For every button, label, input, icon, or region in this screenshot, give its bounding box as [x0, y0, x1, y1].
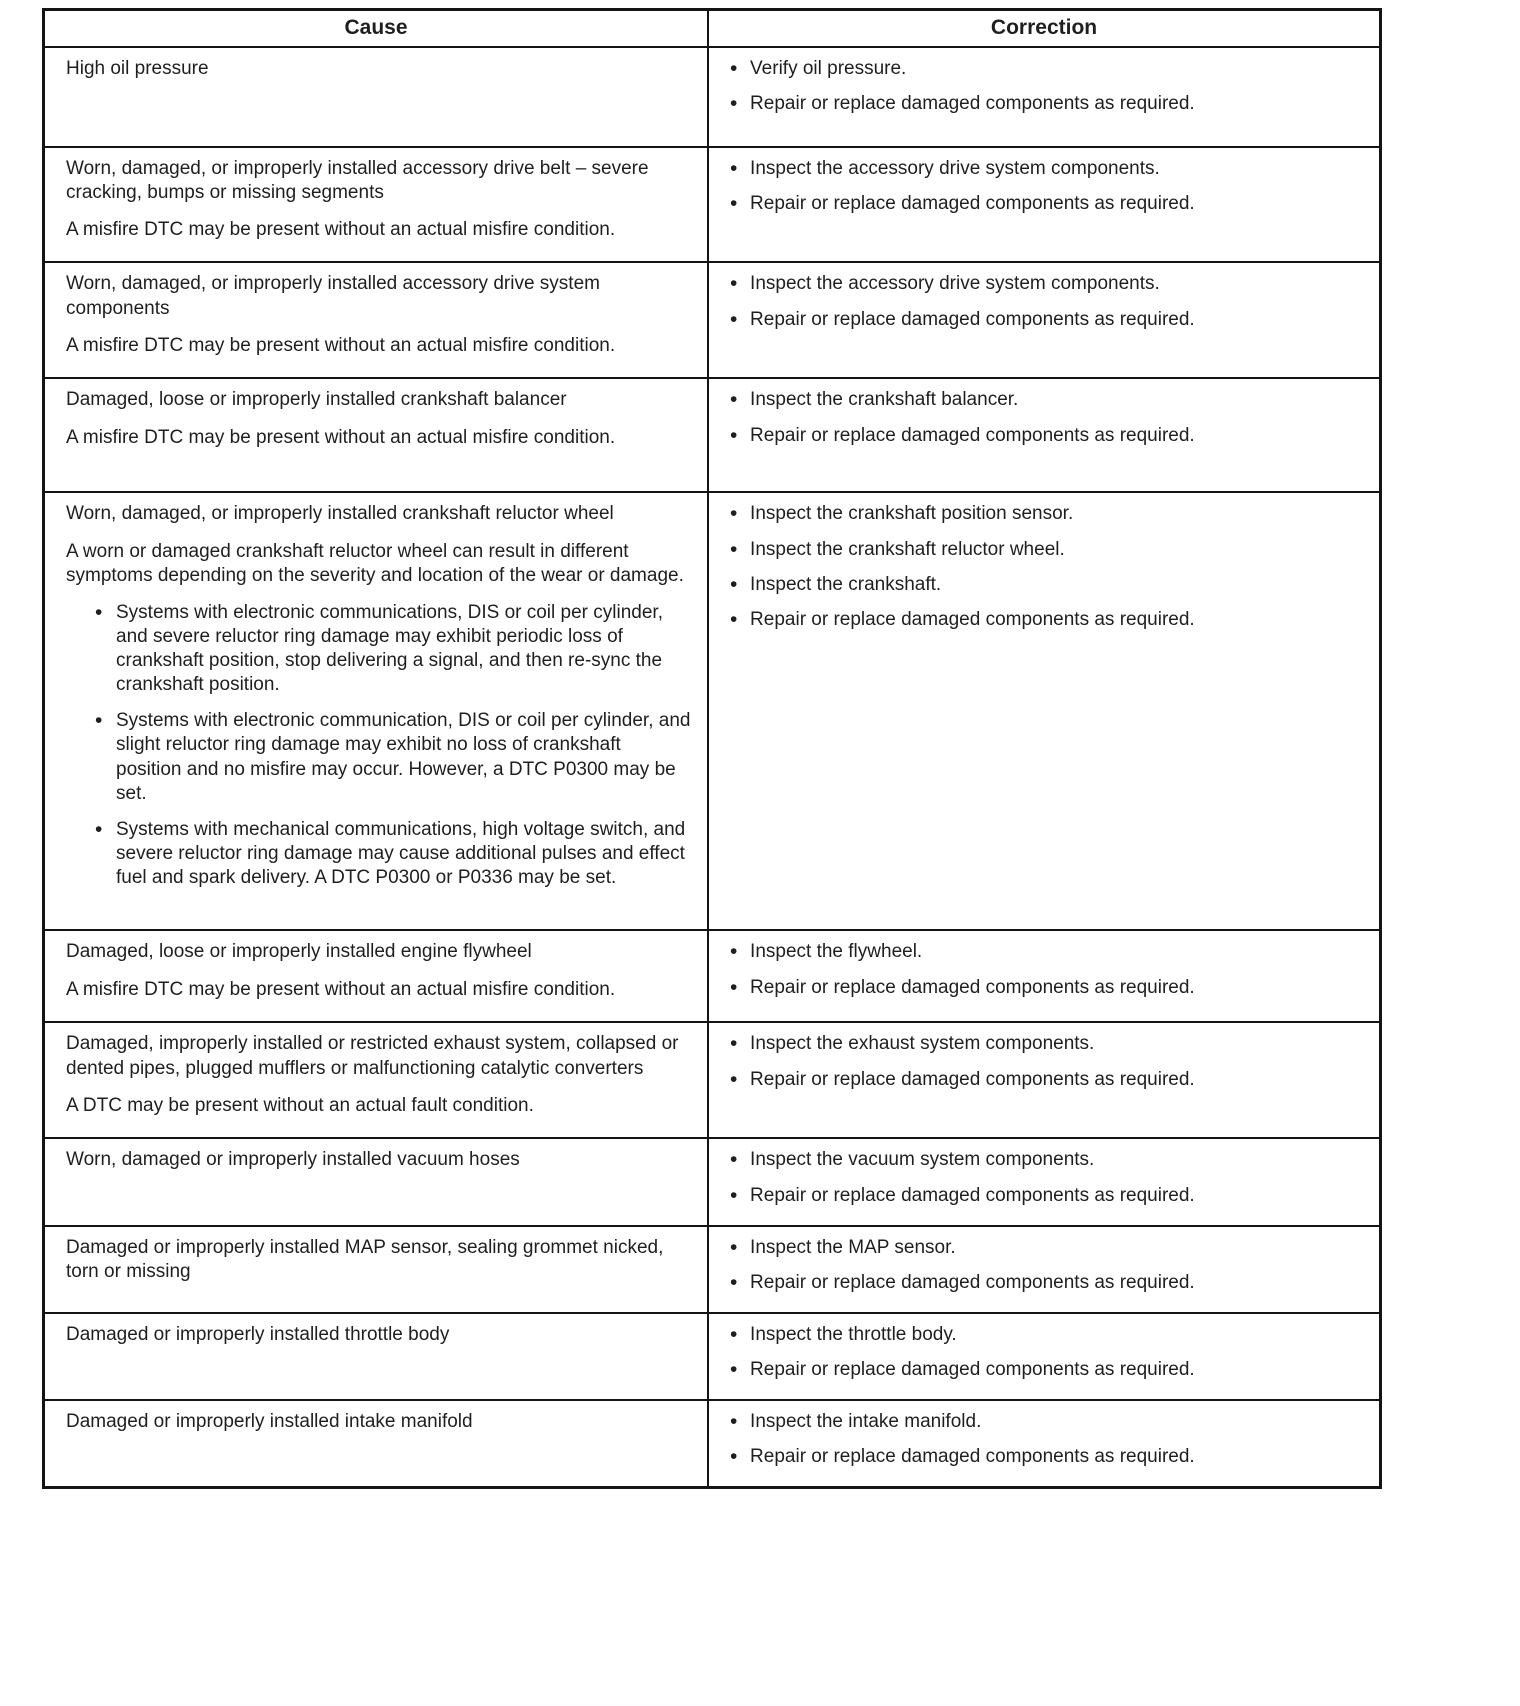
correction-cell [708, 492, 1380, 930]
correction-cell [708, 1022, 1380, 1138]
table-body [44, 47, 1381, 1488]
correction-bullet-item: • Repair or replace damaged components as required. [723, 92, 1367, 116]
cause-cell [44, 1022, 709, 1138]
correction-bullet-list [723, 1323, 1367, 1382]
correction-bullet-item: • Inspect the crankshaft balancer. [723, 388, 1367, 412]
correction-bullet-item: • Inspect the throttle body. [723, 1323, 1367, 1347]
cause-text: Damaged, loose or improperly installed engine flywheel [66, 941, 532, 963]
correction-bullet-item: • Inspect the flywheel. [723, 940, 1367, 964]
correction-cell [708, 147, 1380, 262]
table-row [44, 47, 1381, 147]
correction-bullet-item: • Verify oil pressure. [723, 57, 1367, 81]
header-row [44, 10, 1381, 48]
correction-cell [708, 1226, 1380, 1313]
cause-cell [44, 1400, 709, 1488]
cause-text: Worn, damaged, or improperly installed accessory drive belt – severe cracking, bumps or missing segments [66, 158, 649, 204]
table-row [44, 1313, 1381, 1400]
cause-text: Worn, damaged or improperly installed vacuum hoses [66, 1149, 520, 1171]
correction-bullet-item: • Inspect the crankshaft reluctor wheel. [723, 538, 1367, 562]
correction-bullet-item: • Inspect the crankshaft. [723, 573, 1367, 597]
table-row [44, 492, 1381, 930]
cause-text: Worn, damaged, or improperly installed accessory drive system components [66, 273, 600, 319]
cause-text: A misfire DTC may be present without an actual misfire condition. [66, 426, 616, 448]
cause-cell [44, 262, 709, 378]
correction-bullet-list [723, 272, 1367, 331]
correction-bullet-item: • Repair or replace damaged components as required. [723, 192, 1367, 216]
cause-text: Damaged, improperly installed or restricted exhaust system, collapsed or dented pipes, plugged mufflers or malfunctioning catalytic converters [66, 1033, 679, 1079]
correction-bullet-item: • Repair or replace damaged components as required. [723, 1068, 1367, 1092]
correction-bullet-item: • Repair or replace damaged components as required. [723, 1184, 1367, 1208]
cause-text: Damaged or improperly installed intake manifold [66, 1411, 473, 1433]
correction-bullet-list [723, 1148, 1367, 1207]
correction-bullet-item: • Repair or replace damaged components as required. [723, 608, 1367, 632]
cause-column-header: Cause [44, 10, 709, 48]
correction-cell [708, 1400, 1380, 1488]
correction-bullet-item: • Inspect the intake manifold. [723, 1410, 1367, 1434]
correction-bullet-list [723, 940, 1367, 999]
cause-cell [44, 930, 709, 1022]
cause-text: Damaged or improperly installed MAP sensor, sealing grommet nicked, torn or missing [66, 1236, 664, 1282]
cause-cell [44, 1313, 709, 1400]
cause-bullet-item: • Systems with electronic communication, DIS or coil per cylinder, and slight reluctor ring damage may exhibit no loss of crankshaft position and no misfire may occur. However, a DTC P0300 may be set. [88, 709, 691, 806]
table-row [44, 1138, 1381, 1225]
cause-cell [44, 492, 709, 930]
correction-bullet-item: • Inspect the vacuum system components. [723, 1148, 1367, 1172]
cause-cell [44, 47, 709, 147]
correction-bullet-item: • Repair or replace damaged components as required. [723, 1271, 1367, 1295]
correction-bullet-list [723, 502, 1367, 632]
cause-cell [44, 147, 709, 262]
correction-bullet-list [723, 1032, 1367, 1091]
correction-column-header: Correction [708, 10, 1380, 48]
correction-bullet-item: • Inspect the MAP sensor. [723, 1236, 1367, 1260]
correction-bullet-item: • Inspect the accessory drive system components. [723, 272, 1367, 296]
correction-bullet-item: • Inspect the crankshaft position sensor. [723, 502, 1367, 526]
table-row [44, 378, 1381, 492]
correction-bullet-item: • Repair or replace damaged components as required. [723, 308, 1367, 332]
cause-bullet-list [66, 601, 691, 890]
table-row [44, 1022, 1381, 1138]
correction-cell [708, 1313, 1380, 1400]
correction-bullet-item: • Inspect the exhaust system components. [723, 1032, 1367, 1056]
correction-bullet-item: • Repair or replace damaged components as required. [723, 424, 1367, 448]
cause-text: A misfire DTC may be present without an actual misfire condition. [66, 334, 616, 356]
correction-cell [708, 1138, 1380, 1225]
table-row [44, 147, 1381, 262]
correction-cell [708, 47, 1380, 147]
document-page [42, 8, 1382, 1489]
correction-bullet-item: • Repair or replace damaged components as required. [723, 1358, 1367, 1382]
correction-bullet-list [723, 388, 1367, 447]
cause-text: A worn or damaged crankshaft reluctor wheel can result in different symptoms depending on the severity and location of the wear or damage. [66, 540, 684, 586]
correction-bullet-item: • Inspect the accessory drive system components. [723, 157, 1367, 181]
table-row [44, 1400, 1381, 1488]
table-row [44, 930, 1381, 1022]
cause-bullet-item: • Systems with mechanical communications, high voltage switch, and severe reluctor ring damage may cause additional pulses and effect fuel and spark delivery. A DTC P0300 or P0336 may be set. [88, 818, 691, 890]
table-header [44, 10, 1381, 48]
table-row [44, 1226, 1381, 1313]
cause-text: Damaged or improperly installed throttle body [66, 1323, 450, 1345]
correction-bullet-list [723, 57, 1367, 116]
correction-cell [708, 378, 1380, 492]
correction-bullet-item: • Repair or replace damaged components as required. [723, 976, 1367, 1000]
cause-text: A misfire DTC may be present without an actual misfire condition. [66, 978, 616, 1000]
cause-text: A misfire DTC may be present without an actual misfire condition. [66, 219, 616, 241]
cause-cell [44, 378, 709, 492]
cause-text: High oil pressure [66, 58, 209, 79]
correction-bullet-list [723, 1410, 1367, 1469]
cause-text: A DTC may be present without an actual fault condition. [66, 1094, 534, 1116]
cause-cell [44, 1226, 709, 1313]
cause-correction-table [42, 8, 1382, 1489]
cause-cell [44, 1138, 709, 1225]
cause-text: Worn, damaged, or improperly installed crankshaft reluctor wheel [66, 503, 614, 525]
correction-bullet-list [723, 157, 1367, 216]
correction-bullet-list [723, 1236, 1367, 1295]
correction-bullet-item: • Repair or replace damaged components as required. [723, 1445, 1367, 1469]
correction-cell [708, 930, 1380, 1022]
cause-text: Damaged, loose or improperly installed crankshaft balancer [66, 389, 567, 411]
correction-cell [708, 262, 1380, 378]
cause-bullet-item: • Systems with electronic communications, DIS or coil per cylinder, and severe reluctor ring damage may exhibit periodic loss of crankshaft position, stop delivering a signal, and then re-sync the crankshaft position. [88, 601, 691, 698]
table-row [44, 262, 1381, 378]
